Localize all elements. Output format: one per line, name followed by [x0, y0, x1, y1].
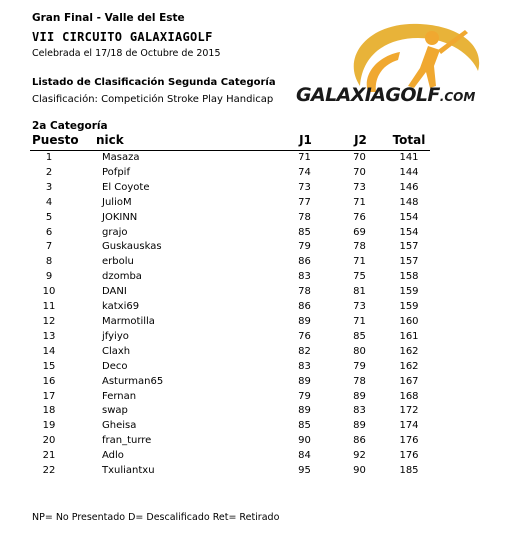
cell-total: 159 — [399, 301, 419, 313]
cell-pos: 7 — [45, 241, 53, 253]
cell-j1: 86 — [298, 301, 311, 313]
cell-total: 141 — [399, 152, 419, 163]
table-row — [30, 285, 430, 300]
cell-total: 161 — [399, 330, 419, 342]
cell-nick: erbolu — [102, 256, 134, 268]
table-row — [30, 255, 430, 270]
cell-nick: Claxh — [102, 345, 131, 357]
cell-nick: JulioM — [102, 196, 132, 208]
cell-total: 146 — [399, 181, 419, 193]
cell-pos: 19 — [42, 420, 56, 432]
cell-total: 185 — [399, 465, 419, 477]
table-row — [30, 390, 430, 405]
cell-j2: 78 — [353, 375, 366, 387]
cell-pos: 20 — [42, 435, 56, 447]
cell-total: 154 — [399, 211, 419, 223]
cell-total: 157 — [399, 256, 419, 268]
cell-j1: 84 — [298, 450, 311, 462]
cell-j1: 95 — [298, 465, 311, 477]
cell-j2: 73 — [353, 181, 366, 193]
cell-nick: Deco — [102, 360, 128, 372]
circuit-title: VII CIRCUITO GALAXIAGOLF — [32, 30, 213, 44]
cell-total: 154 — [399, 226, 419, 238]
col-header-pos: Puesto — [30, 133, 90, 151]
cell-total: 160 — [399, 315, 419, 327]
cell-j2: 86 — [353, 435, 366, 447]
cell-j1: 76 — [298, 330, 311, 342]
cell-j2: 75 — [353, 271, 366, 283]
cell-j1: 90 — [298, 435, 311, 447]
cell-nick: Adlo — [102, 450, 124, 462]
cell-total: 144 — [399, 166, 419, 178]
cell-pos: 10 — [42, 286, 56, 298]
cell-j2: 70 — [353, 166, 366, 178]
cell-j2: 69 — [353, 226, 366, 238]
cell-j2: 83 — [353, 405, 366, 417]
cell-total: 172 — [399, 405, 419, 417]
table-row — [30, 315, 430, 330]
table-row — [30, 345, 430, 360]
golfer-head-icon — [425, 31, 439, 45]
cell-pos: 22 — [42, 465, 56, 477]
table-row — [30, 181, 430, 196]
cell-j1: 74 — [298, 166, 311, 178]
col-header-total: Total — [380, 133, 430, 151]
cell-nick: Guskauskas — [102, 241, 162, 253]
cell-j2: 73 — [353, 301, 366, 313]
cell-total: 157 — [399, 241, 419, 253]
cell-j1: 85 — [298, 226, 311, 238]
table-row — [30, 226, 430, 241]
legend-note: NP= No Presentado D= Descalificado Ret= Retirado — [32, 512, 280, 523]
cell-nick: JOKINN — [102, 211, 138, 223]
cell-pos: 9 — [45, 271, 53, 283]
cell-j1: 86 — [298, 256, 311, 268]
cell-pos: 17 — [42, 390, 56, 402]
cell-pos: 6 — [45, 226, 53, 238]
cell-j1: 77 — [298, 196, 311, 208]
cell-j2: 71 — [353, 196, 366, 208]
cell-j1: 79 — [298, 241, 311, 253]
cell-j1: 89 — [298, 405, 311, 417]
listing-title: Listado de Clasificación Segunda Categoría — [32, 77, 276, 88]
cell-pos: 8 — [45, 256, 53, 268]
cell-pos: 15 — [42, 360, 56, 372]
cell-j2: 79 — [353, 360, 366, 372]
cell-total: 159 — [399, 286, 419, 298]
cell-total: 176 — [399, 450, 419, 462]
cell-pos: 5 — [45, 211, 53, 223]
table-row — [30, 419, 430, 434]
cell-nick: Masaza — [102, 152, 140, 163]
table-row — [30, 434, 430, 449]
cell-nick: fran_turre — [102, 435, 152, 447]
table-row — [30, 240, 430, 255]
cell-pos: 3 — [45, 181, 53, 193]
cell-pos: 21 — [42, 450, 56, 462]
cell-pos: 18 — [42, 405, 56, 417]
event-title: Gran Final - Valle del Este — [32, 12, 185, 24]
cell-j2: 92 — [353, 450, 366, 462]
cell-total: 167 — [399, 375, 419, 387]
cell-pos: 11 — [42, 301, 56, 313]
cell-pos: 1 — [45, 152, 53, 163]
table-row — [30, 166, 430, 181]
cell-nick: Gheisa — [102, 420, 137, 432]
table-row — [30, 404, 430, 419]
cell-total: 148 — [399, 196, 419, 208]
cell-nick: Marmotilla — [102, 315, 155, 327]
table-row — [30, 211, 430, 226]
table-row — [30, 330, 430, 345]
cell-j1: 78 — [298, 286, 311, 298]
cell-j1: 82 — [298, 345, 311, 357]
cell-j2: 70 — [353, 152, 366, 163]
cell-nick: grajo — [102, 226, 128, 238]
cell-pos: 14 — [42, 345, 56, 357]
cell-j2: 78 — [353, 241, 366, 253]
cell-nick: Pofpif — [102, 166, 130, 178]
cell-nick: jfyiyo — [102, 330, 129, 342]
cell-pos: 12 — [42, 315, 56, 327]
cell-j2: 89 — [353, 390, 366, 402]
cell-j1: 71 — [298, 152, 311, 163]
category-label: 2a Categoría — [32, 120, 108, 132]
table-row — [30, 464, 430, 479]
cell-nick: katxi69 — [102, 301, 140, 313]
col-header-j2: J2 — [325, 133, 380, 151]
table-row — [30, 360, 430, 375]
table-row — [30, 300, 430, 315]
event-date: Celebrada el 17/18 de Octubre de 2015 — [32, 48, 221, 59]
cell-j1: 78 — [298, 211, 311, 223]
logo-suffix-text: .COM — [439, 90, 476, 104]
cell-j1: 83 — [298, 271, 311, 283]
table-row — [30, 449, 430, 464]
classification-type: Clasificación: Competición Stroke Play Handicap — [32, 94, 274, 105]
logo-wordmark — [296, 84, 475, 106]
cell-total: 176 — [399, 435, 419, 447]
table-row — [30, 270, 430, 285]
cell-j1: 89 — [298, 315, 311, 327]
ranking-table — [30, 133, 430, 479]
cell-pos: 2 — [45, 166, 53, 178]
cell-total: 168 — [399, 390, 419, 402]
cell-total: 162 — [399, 345, 419, 357]
cell-j2: 89 — [353, 420, 366, 432]
cell-nick: Asturman65 — [102, 375, 164, 387]
logo-main-text: GALAXIAGOLF — [296, 84, 440, 106]
cell-j1: 83 — [298, 360, 311, 372]
cell-j1: 89 — [298, 375, 311, 387]
table-row — [30, 151, 430, 166]
cell-nick: dzomba — [102, 271, 142, 283]
cell-nick: Txuliantxu — [102, 465, 155, 477]
table-row — [30, 196, 430, 211]
cell-total: 158 — [399, 271, 419, 283]
col-header-nick: nick — [90, 133, 270, 151]
cell-j2: 71 — [353, 256, 366, 268]
table-header-row — [30, 133, 430, 151]
cell-nick: Fernan — [102, 390, 137, 402]
cell-pos: 13 — [42, 330, 56, 342]
cell-pos: 16 — [42, 375, 56, 387]
cell-j2: 81 — [353, 286, 366, 298]
cell-j2: 76 — [353, 211, 366, 223]
cell-j1: 85 — [298, 420, 311, 432]
cell-total: 174 — [399, 420, 419, 432]
col-header-j1: J1 — [270, 133, 325, 151]
golfer-body-icon — [408, 46, 440, 88]
cell-j2: 71 — [353, 315, 366, 327]
cell-j2: 90 — [353, 465, 366, 477]
cell-pos: 4 — [45, 196, 53, 208]
cell-nick: DANI — [102, 286, 127, 298]
table-row — [30, 375, 430, 390]
cell-nick: swap — [102, 405, 128, 417]
cell-j1: 79 — [298, 390, 311, 402]
cell-total: 162 — [399, 360, 419, 372]
cell-j2: 80 — [353, 345, 366, 357]
cell-j2: 85 — [353, 330, 366, 342]
cell-j1: 73 — [298, 181, 311, 193]
cell-nick: El Coyote — [102, 181, 150, 193]
